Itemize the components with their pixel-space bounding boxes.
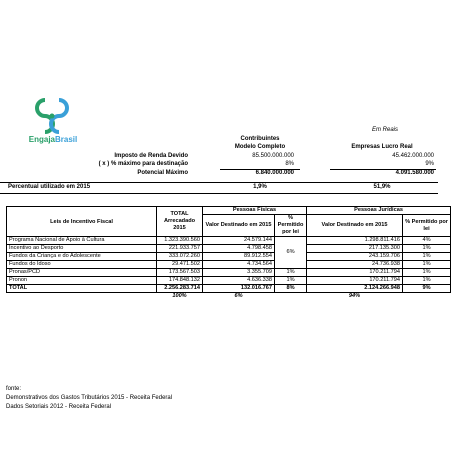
law-total: 333.072.260 [157, 253, 203, 261]
total-label: TOTAL [7, 285, 157, 293]
header-pj: Pessoas Jurídicas [307, 207, 451, 215]
summary-value: 9% [425, 161, 434, 167]
law-pj-value: 170.211.794 [307, 269, 403, 277]
law-pf-value: 24.579.144 [203, 237, 275, 245]
summary-label: Imposto de Renda Devido [114, 153, 188, 159]
summary-value: 8% [285, 161, 294, 167]
header-pf-valor: Valor Destinado em 2015 [203, 215, 275, 237]
share-empty [7, 293, 157, 301]
summary-value: 85.500.000.000 [252, 153, 294, 159]
total-pf-value: 132.016.767 [203, 285, 275, 293]
law-pf-pct: 1% [275, 277, 307, 285]
law-pj-pct: 1% [403, 269, 451, 277]
summary-divider [0, 193, 438, 194]
summary-row-used [0, 184, 460, 192]
table-header-row [7, 207, 451, 215]
law-pj-value: 243.159.706 [307, 253, 403, 261]
header-pj-pct: % Permitido por lei [403, 215, 451, 237]
law-total: 1.323.390.560 [157, 237, 203, 245]
law-name: Fundos da Criança e do Adolescente [7, 253, 157, 261]
source-line: Dados Setoriais 2012 - Receita Federal [6, 404, 112, 410]
summary-value: 45.462.000.000 [392, 153, 434, 159]
total-pj-value: 2.124.266.948 [307, 285, 403, 293]
table-share-row [7, 293, 451, 301]
share-pf: 6% [234, 293, 243, 299]
total-pj-pct: 9% [403, 285, 451, 293]
law-pf-value: 4.636.338 [203, 277, 275, 285]
col1-header-line2: Modelo Completo [234, 144, 286, 150]
incentive-laws-table [6, 206, 451, 300]
share-pj: 94% [348, 293, 361, 299]
summary-label: Potencial Máximo [137, 170, 188, 176]
summary-header-row-2 [0, 144, 460, 152]
header-laws: Leis de Incentivo Fiscal [7, 207, 157, 237]
law-pj-value: 217.135.300 [307, 245, 403, 253]
law-total: 221.933.757 [157, 245, 203, 253]
law-name: Incentivo ao Desporto [7, 245, 157, 253]
summary-label: Percentual utilizado em 2015 [8, 184, 91, 190]
summary-value: 4.091.580.000 [395, 170, 434, 176]
law-pj-pct: 1% [403, 261, 451, 269]
table-total-row [7, 285, 451, 293]
table-row [7, 245, 451, 253]
law-pf-value: 89.912.554 [203, 253, 275, 261]
law-name: Pronas/PCD [7, 269, 157, 277]
sources-label: fonte: [6, 386, 22, 392]
law-pj-value: 1.298.811.416 [307, 237, 403, 245]
table-row [7, 277, 451, 285]
logo-text: EngajaBrasil [28, 135, 78, 144]
sources-block [6, 385, 172, 412]
summary-row-potential [0, 170, 460, 178]
law-total: 29.471.502 [157, 261, 203, 269]
law-pf-value: 3.355.709 [203, 269, 275, 277]
summary-row-max-pct [0, 161, 460, 169]
law-pf-pct: 1% [275, 269, 307, 277]
law-pj-value: 170.211.794 [307, 277, 403, 285]
engaja-logo-icon [33, 96, 73, 134]
col1-header-line1: Contribuintes [240, 136, 280, 142]
total-value: 2.256.283.714 [157, 285, 203, 293]
table-row [7, 253, 451, 261]
source-line: Demonstrativos dos Gastos Tributários 2015 - Receita Federal [6, 395, 173, 401]
total-pf-pct: 8% [275, 285, 307, 293]
law-name: Pronon [7, 277, 157, 285]
share-empty [275, 293, 307, 301]
share-total: 100% [172, 293, 187, 299]
law-pf-value: 4.734.564 [203, 261, 275, 269]
share-empty [403, 293, 451, 301]
summary-value: 6.840.000.000 [255, 170, 294, 176]
currency-note: Em Reais [372, 127, 399, 133]
table-row [7, 261, 451, 269]
law-pj-pct: 1% [403, 245, 451, 253]
law-total: 173.567.503 [157, 269, 203, 277]
law-name: Fundos do Idoso [7, 261, 157, 269]
table-row [7, 269, 451, 277]
law-pj-pct: 1% [403, 253, 451, 261]
summary-value: 1,9% [253, 184, 267, 190]
law-pj-pct: 4% [403, 237, 451, 245]
header-pf: Pessoas Físicas [203, 207, 307, 215]
law-name: Programa Nacional de Apoio à Cultura [7, 237, 157, 245]
pf-pct-group: 6% [275, 237, 307, 269]
col2-header: Empresas Lucro Real [351, 144, 413, 150]
summary-divider [0, 182, 438, 183]
header-pf-pct: % Permitido por lei [275, 215, 307, 237]
summary-row-tax [0, 153, 460, 161]
header-pj-valor: Valor Destinado em 2015 [307, 215, 403, 237]
law-pj-pct: 1% [403, 277, 451, 285]
summary-header-row-1 [0, 136, 460, 144]
summary-label: ( x ) % máximo para destinação [98, 161, 188, 167]
law-total: 174.848.132 [157, 277, 203, 285]
law-pf-value: 4.798.458 [203, 245, 275, 253]
law-pj-value: 24.736.938 [307, 261, 403, 269]
header-total-text: TOTAL Arrecadado 2015 [163, 211, 196, 231]
table-row [7, 237, 451, 245]
header-total [157, 207, 203, 237]
summary-value: 51,9% [373, 184, 391, 190]
